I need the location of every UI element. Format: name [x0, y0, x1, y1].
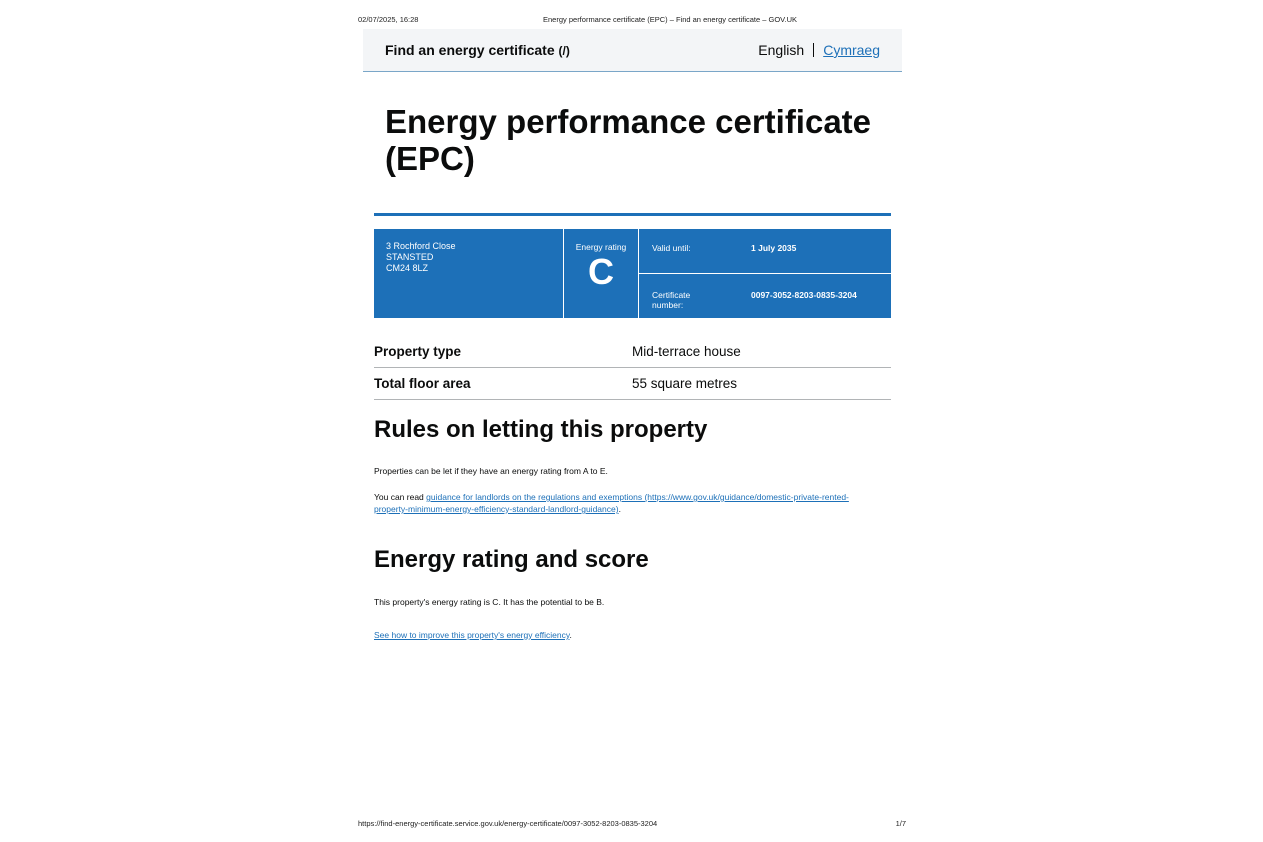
- energy-rating-cell: [564, 229, 638, 318]
- certificate-number-value: 0097-3052-8203-0835-3204: [751, 290, 857, 300]
- landlord-guidance-paragraph: [374, 491, 874, 515]
- property-summary-list: [374, 336, 891, 400]
- page-title: Energy performance certificate (EPC): [385, 103, 872, 177]
- summary-value: Mid-terrace house: [632, 344, 741, 359]
- print-title: Energy performance certificate (EPC) – Find an energy certificate – GOV.UK: [543, 15, 798, 24]
- guidance-suffix: .: [618, 504, 621, 514]
- print-date: 02/07/2025, 16:28: [358, 15, 419, 24]
- service-name-link[interactable]: [385, 42, 570, 58]
- title-divider: [374, 213, 891, 216]
- energy-rating-label: Energy rating: [575, 242, 627, 252]
- valid-until-label: Valid until:: [652, 243, 691, 253]
- lang-english: English: [758, 42, 805, 58]
- certificate-number-label: Certificate number:: [652, 290, 691, 310]
- lang-divider: [813, 43, 814, 57]
- guidance-prefix: You can read: [374, 492, 427, 502]
- property-address: [374, 229, 563, 318]
- page-number: 1/7: [895, 819, 906, 828]
- epc-summary-box: [374, 229, 891, 318]
- landlord-guidance-link[interactable]: guidance for landlords on the regulations and exemptions (https://www.gov.uk/guidance/domestic-private-rented-property-minimum-energy-efficiency-standard-landlord-guidance): [374, 492, 849, 514]
- print-url: https://find-energy-certificate.service.gov.uk/energy-certificate/0097-3052-8203-0835-3204: [358, 819, 658, 828]
- address-postcode: CM24 8LZ: [386, 263, 429, 273]
- summary-row: [374, 336, 891, 368]
- summary-key: Total floor area: [374, 376, 471, 391]
- summary-key: Property type: [374, 344, 462, 359]
- valid-until-value: 1 July 2035: [751, 243, 797, 253]
- service-name-suffix: (/): [558, 44, 570, 58]
- summary-value: 55 square metres: [632, 376, 738, 391]
- summary-row: [374, 368, 891, 400]
- energy-rating-paragraph: This property's energy rating is C. It has the potential to be B.: [374, 597, 605, 607]
- service-header: [363, 29, 902, 72]
- improve-efficiency-paragraph: [374, 629, 874, 641]
- letting-heading: Rules on letting this property: [374, 416, 708, 443]
- language-switcher: [758, 42, 880, 58]
- letting-paragraph: Properties can be let if they have an energy rating from A to E.: [374, 466, 608, 476]
- certificate-number-cell: [639, 274, 891, 318]
- service-name: Find an energy certificate: [385, 42, 555, 58]
- energy-rating-letter: C: [588, 251, 614, 292]
- valid-until-cell: [639, 229, 891, 273]
- energy-rating-heading: Energy rating and score: [374, 546, 649, 573]
- improve-efficiency-link[interactable]: See how to improve this property's energy efficiency: [374, 630, 570, 640]
- address-line-2: STANSTED: [386, 252, 434, 262]
- lang-cymraeg-link[interactable]: Cymraeg: [823, 42, 880, 58]
- address-line-1: 3 Rochford Close: [386, 241, 456, 251]
- improve-suffix: .: [569, 630, 572, 640]
